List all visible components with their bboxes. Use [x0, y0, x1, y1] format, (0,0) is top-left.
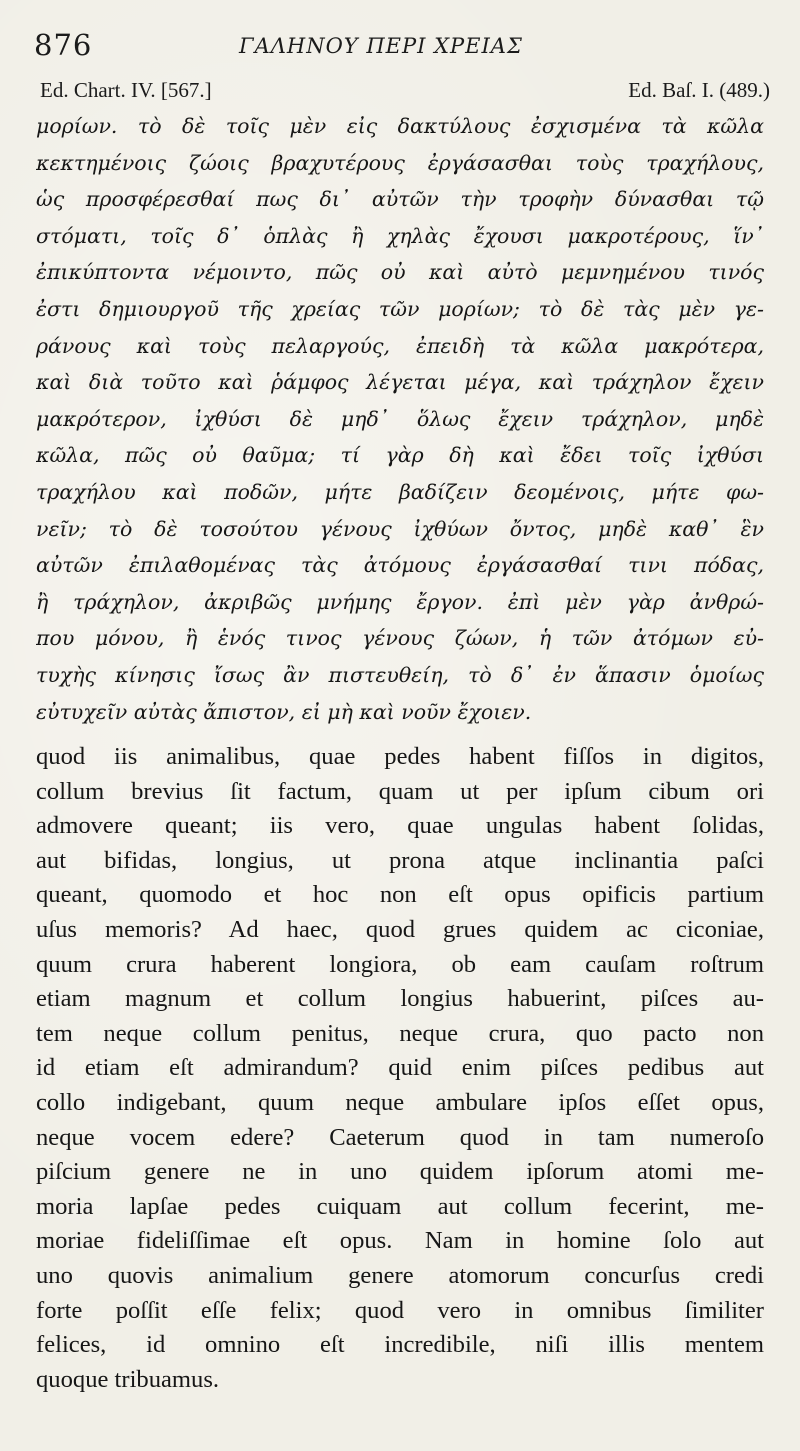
greek-line: ὡς προσφέρεσθαί πως δι᾽ αὐτῶν τὴν τροφὴν δύνασθαι τῷ — [36, 187, 764, 212]
greek-line: ἐπικύπτοντα νέμοιντο, πῶς οὐ καὶ αὐτὸ μεμνημένου τινός — [36, 260, 764, 285]
greek-line: καὶ διὰ τοῦτο καὶ ῥάμφος λέγεται μέγα, καὶ τράχηλον ἔχειν — [36, 370, 764, 395]
edition-chartier: Ed. Chart. IV. [567.] — [40, 78, 212, 102]
latin-line: quod iis animalibus, quae pedes habent fiſſos in digitos, — [36, 743, 764, 770]
edition-basel: Ed. Baſ. I. (489.) — [628, 78, 770, 102]
latin-line: uno quovis animalium genere atomorum concurſus credi — [36, 1261, 764, 1289]
latin-line: uſus memoris? Ad haec, quod grues quidem ac ciconiae, — [36, 915, 764, 943]
running-title: ΓΑΛΗΝΟΥ ΠΕΡΙ ΧΡΕΙΑΣ — [239, 34, 523, 58]
latin-line: moriae fideliſſimae eſt opus. Nam in homine ſolo aut — [36, 1227, 764, 1255]
latin-line: piſcium genere ne in uno quidem ipſorum atomi me- — [36, 1158, 764, 1186]
latin-line: collum brevius ſit factum, quam ut per ipſum cibum ori — [36, 777, 764, 805]
latin-line: forte poſſit eſſe felix; quod vero in omnibus ſimiliter — [36, 1296, 764, 1324]
page-number: 876 — [34, 28, 93, 62]
greek-line: νεῖν; τὸ δὲ τοσούτου γένους ἰχθύων ὄντος, μηδὲ καθ᾽ ἓν — [36, 516, 764, 541]
latin-line: quum crura haberent longiora, ob eam cauſam roſtrum — [36, 950, 764, 978]
latin-line: id etiam eſt admirandum? quid enim piſces pedibus aut — [36, 1054, 764, 1082]
greek-line: εὐτυχεῖν αὐτὰς ἄπιστον, εἰ μὴ καὶ νοῦν ἔχοιεν. — [36, 699, 532, 724]
latin-line: etiam magnum et collum longius habuerint, piſces au- — [36, 985, 764, 1013]
latin-line: aut bifidas, longius, ut prona atque inclinantia paſci — [36, 846, 764, 874]
greek-line: κεκτημένοις ζώοις βραχυτέρους ἐργάσασθαι τοὺς τραχήλους, — [36, 150, 764, 175]
greek-text-block — [36, 108, 764, 730]
greek-line: ἐστι δημιουργοῦ τῆς χρείας τῶν μορίων; τὸ δὲ τὰς μὲν γε- — [36, 296, 764, 321]
latin-line: quoque tribuamus. — [36, 1365, 220, 1393]
greek-line: κῶλα, πῶς οὐ θαῦμα; τί γὰρ δὴ καὶ ἔδει τοῖς ἰχθύσι — [36, 443, 764, 468]
greek-line: ἢ τράχηλον, ἀκριβῶς μνήμης ἔργον. ἐπὶ μὲν γὰρ ἀνθρώ- — [36, 589, 764, 614]
greek-line: τυχὴς κίνησις ἴσως ἂν πιστευθείη, τὸ δ᾽ ἐν ἅπασιν ὁμοίως — [36, 662, 764, 687]
latin-text-block — [36, 740, 764, 1397]
latin-line: moria lapſae pedes cuiquam aut collum fecerint, me- — [36, 1192, 764, 1220]
greek-line: μορίων. τὸ δὲ τοῖς μὲν εἰς δακτύλους ἐσχισμένα τὰ κῶλα — [36, 114, 764, 138]
latin-line: felices, id omnino eſt incredibile, niſi illis mentem — [36, 1331, 764, 1359]
greek-line: αὐτῶν ἐπιλαθομένας τὰς ἀτόμους ἐργάσασθαί τινι πόδας, — [36, 553, 764, 578]
latin-line: collo indigebant, quum neque ambulare ipſos eſſet opus, — [36, 1088, 764, 1116]
greek-line: που μόνου, ἢ ἑνός τινος γένους ζώων, ἡ τῶν ἀτόμων εὐ- — [36, 626, 764, 651]
latin-line: neque vocem edere? Caeterum quod in tam numeroſo — [36, 1123, 764, 1151]
greek-line: μακρότερον, ἰχθύσι δὲ μηδ᾽ ὅλως ἔχειν τράχηλον, μηδὲ — [36, 406, 764, 431]
edition-references — [40, 78, 770, 108]
latin-line: tem neque collum penitus, neque crura, quo pacto non — [36, 1019, 764, 1047]
greek-line: στόματι, τοῖς δ᾽ ὁπλὰς ἢ χηλὰς ἔχουσι μακροτέρους, ἵν᾽ — [36, 223, 764, 248]
greek-line: τραχήλου καὶ ποδῶν, μήτε βαδίζειν δεομένοις, μήτε φω- — [36, 479, 764, 504]
greek-line: ράνους καὶ τοὺς πελαργούς, ἐπειδὴ τὰ κῶλα μακρότερα, — [36, 333, 764, 358]
latin-line: queant, quomodo et hoc non eſt opus opificis partium — [36, 881, 764, 909]
page-header — [34, 28, 770, 68]
latin-line: admovere queant; iis vero, quae ungulas habent ſolidas, — [36, 812, 764, 840]
